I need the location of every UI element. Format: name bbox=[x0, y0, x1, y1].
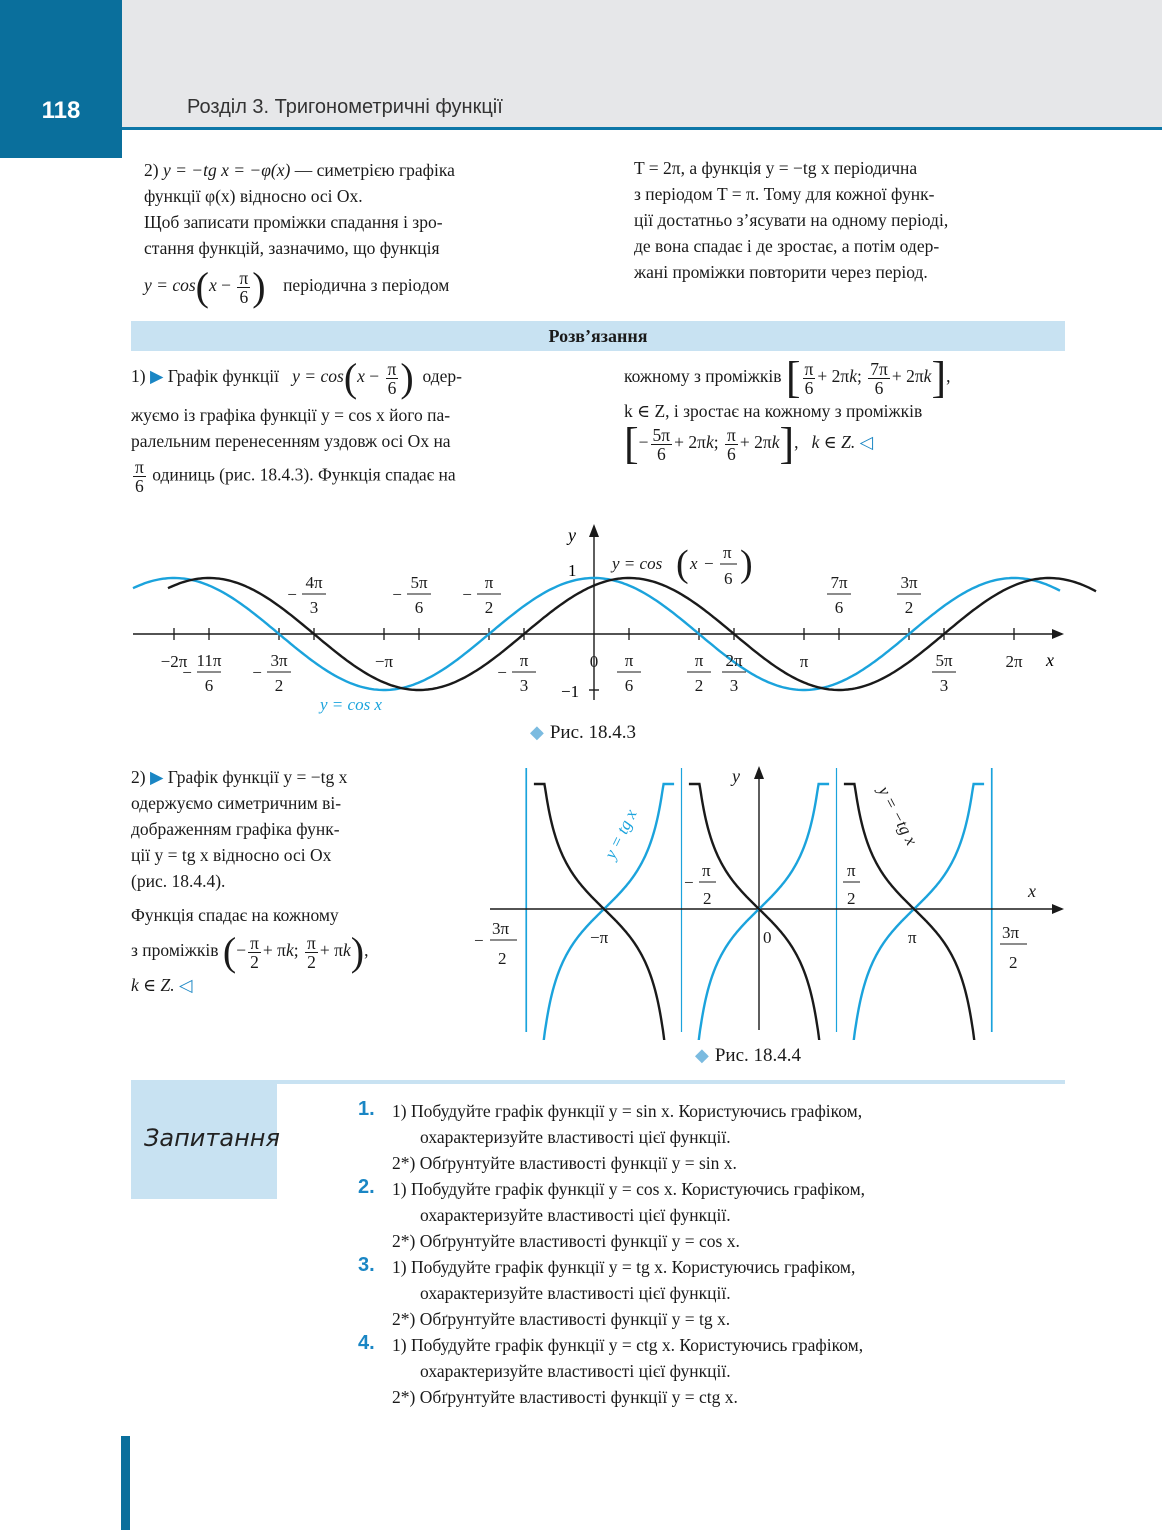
x-tick-label bbox=[590, 652, 599, 671]
svg-text:3: 3 bbox=[729, 676, 739, 695]
svg-text:3: 3 bbox=[309, 598, 319, 617]
svg-text:−: − bbox=[497, 663, 507, 682]
label-cos-shift bbox=[610, 543, 753, 588]
svg-text:−: − bbox=[462, 585, 472, 604]
svg-text:2: 2 bbox=[694, 676, 704, 695]
diamond-icon: ◆ bbox=[695, 1045, 709, 1065]
svg-text:π: π bbox=[702, 861, 711, 880]
svg-text:2: 2 bbox=[274, 676, 284, 695]
svg-text:−: − bbox=[704, 554, 714, 573]
svg-text:−π: −π bbox=[374, 652, 394, 671]
svg-text:3π: 3π bbox=[900, 573, 918, 592]
y-label-minus-1: −1 bbox=[561, 682, 580, 701]
svg-text:π: π bbox=[484, 573, 494, 592]
solution2-line-3: дображенням графіка функ- bbox=[131, 819, 340, 839]
svg-text:3: 3 bbox=[519, 676, 529, 695]
svg-text:−: − bbox=[252, 663, 262, 682]
question-line: 1) Побудуйте графік функції y = cos x. Користуючись графіком, bbox=[392, 1179, 866, 1199]
solution1-right-line-2: k ∈ Z, і зростає на кожному з проміжків bbox=[624, 401, 923, 421]
solution1-right-line-3: [− $\frac{5\pi}{6}$ + 2πk; $\frac{\pi}{6}$ + 2πk], k ∈ Z. ◁ bbox=[624, 419, 874, 468]
questions-title: Запитання bbox=[144, 1124, 280, 1152]
svg-text:2π: 2π bbox=[1005, 652, 1023, 671]
svg-text:π: π bbox=[723, 543, 732, 562]
diamond-icon: ◆ bbox=[530, 722, 544, 742]
svg-text:−: − bbox=[684, 873, 694, 892]
intro-line-5: y = cos(x − $\frac{\pi}{6}$ ) періодична з періодом bbox=[144, 264, 450, 309]
solution2-line-4: ції y = tg x відносно осі Ox bbox=[131, 845, 332, 865]
y-axis-arrow bbox=[589, 524, 599, 537]
svg-text:x: x bbox=[690, 554, 698, 573]
svg-text:11π: 11π bbox=[196, 651, 222, 670]
x-axis-arrow bbox=[1052, 629, 1064, 639]
svg-text:2: 2 bbox=[498, 949, 507, 968]
text: k ∈ Z. bbox=[131, 975, 175, 995]
x-tick-label bbox=[392, 573, 431, 617]
intro-line-2: функції φ(x) відносно осі Ox. bbox=[144, 186, 363, 206]
svg-text:2: 2 bbox=[1009, 953, 1018, 972]
x-tick-label bbox=[287, 573, 326, 617]
intro-right-line-4: де вона спадає і де зростає, а потім одер- bbox=[634, 236, 940, 256]
svg-text:5π: 5π bbox=[410, 573, 428, 592]
neg-tg-branch bbox=[844, 784, 984, 1040]
header-rule bbox=[122, 127, 1162, 130]
end-triangle-icon: ◁ bbox=[859, 432, 874, 453]
tick-zero: 0 bbox=[763, 928, 772, 947]
x-tick-label bbox=[497, 651, 536, 695]
question-line: 1) Побудуйте графік функції y = ctg x. Користуючись графіком, bbox=[392, 1335, 864, 1355]
text: з проміжків bbox=[131, 940, 219, 961]
svg-text:π: π bbox=[799, 652, 809, 671]
text: Графік функції y = −tg x bbox=[167, 767, 348, 787]
tg-branch bbox=[534, 784, 674, 1040]
x-tick-label bbox=[800, 652, 809, 671]
svg-text:2: 2 bbox=[703, 889, 712, 908]
label-cos: y = cos x bbox=[320, 695, 382, 714]
question-line: охарактеризуйте властивості цієї функції. bbox=[420, 1361, 731, 1381]
question-line: охарактеризуйте властивості цієї функції. bbox=[420, 1283, 731, 1303]
svg-text:(: ( bbox=[676, 543, 689, 585]
svg-text:2π: 2π bbox=[725, 651, 743, 670]
question-number: 4. bbox=[358, 1332, 375, 1354]
question-number: 3. bbox=[358, 1254, 375, 1276]
svg-text:6: 6 bbox=[724, 569, 733, 588]
fraction-pi-6: $\frac{\pi}{6}$ bbox=[135, 457, 144, 496]
figure2-labels bbox=[474, 766, 1036, 972]
y-axis-label: y bbox=[732, 766, 740, 786]
question-line: 2*) Обґрунтуйте властивості функції y = ctg x. bbox=[392, 1387, 738, 1407]
intro-line-1 bbox=[144, 157, 572, 183]
neg-tg-branch bbox=[534, 784, 674, 1040]
question-line: 2*) Обґрунтуйте властивості функції y = tg x. bbox=[392, 1309, 731, 1329]
fraction-pi-6: $\frac{\pi}{6}$ bbox=[239, 267, 249, 307]
text: одер- bbox=[422, 366, 462, 387]
tg-branch bbox=[844, 784, 984, 1040]
svg-text:−: − bbox=[287, 585, 297, 604]
question-line: 2*) Обґрунтуйте властивості функції y = sin x. bbox=[392, 1153, 737, 1173]
solution1-right-line-1: кожному з проміжків [ $\frac{\pi}{6}$ + 2πk; $\frac{7\pi}{6}$ + 2πk], bbox=[624, 353, 951, 402]
page-number: 118 bbox=[41, 97, 81, 124]
intro-right-line-5: жані проміжки повторити через період. bbox=[634, 262, 928, 282]
label-text: y = cos bbox=[612, 554, 663, 573]
solution1-line-4 bbox=[131, 458, 573, 495]
x-tick-label bbox=[932, 651, 956, 695]
svg-text:6: 6 bbox=[204, 676, 214, 695]
x-tick-label bbox=[1005, 652, 1023, 671]
x-axis-label: x bbox=[1046, 650, 1054, 670]
question-number: 2. bbox=[358, 1176, 375, 1198]
y-axis-arrow bbox=[754, 766, 764, 779]
formula: y = cos bbox=[292, 366, 344, 387]
svg-text:6: 6 bbox=[414, 598, 424, 617]
figure1-caption bbox=[530, 722, 636, 744]
x-tick-label bbox=[687, 651, 711, 695]
text: k ∈ Z. bbox=[811, 432, 856, 453]
solution1-line-3: ралельним перенесенням уздовж осі Ox на bbox=[131, 431, 451, 451]
solution2-line-2: одержуємо симетричним ві- bbox=[131, 793, 342, 813]
formula: y = cos bbox=[144, 275, 196, 296]
intro-right-column bbox=[634, 155, 1054, 285]
x-tick-label bbox=[722, 651, 746, 695]
svg-text:−: − bbox=[392, 585, 402, 604]
question-number: 1. bbox=[358, 1098, 375, 1120]
y-label-1: 1 bbox=[568, 561, 577, 580]
question-line: охарактеризуйте властивості цієї функції. bbox=[420, 1205, 731, 1225]
tick-minus-pi: −π bbox=[590, 928, 609, 947]
svg-text:6: 6 bbox=[834, 598, 844, 617]
page-number-tab bbox=[0, 0, 122, 158]
text: Графік функції bbox=[167, 366, 280, 387]
text: кожному з проміжків bbox=[624, 366, 782, 387]
bottom-accent-bar bbox=[121, 1436, 130, 1530]
header-band bbox=[0, 0, 1162, 128]
item-prefix: 2) bbox=[131, 767, 146, 787]
svg-text:−: − bbox=[182, 663, 192, 682]
intro-right-line-1: T = 2π, а функція y = −tg x періодична bbox=[634, 158, 918, 178]
svg-text:3: 3 bbox=[939, 676, 949, 695]
tick-pi: π bbox=[908, 928, 917, 947]
svg-text:): ) bbox=[740, 543, 753, 585]
intro-left-column bbox=[144, 157, 572, 307]
question-line: охарактеризуйте властивості цієї функції. bbox=[420, 1127, 731, 1147]
x-tick-label bbox=[182, 651, 222, 695]
figure2-caption bbox=[695, 1045, 801, 1067]
svg-text:π: π bbox=[624, 651, 634, 670]
svg-text:3π: 3π bbox=[1002, 923, 1020, 942]
formula: y = −tg x = −φ(x) bbox=[162, 160, 291, 180]
solution1-line-2: жуємо із графіка функції y = cos x його па- bbox=[131, 405, 451, 425]
caption-text: Рис. 18.4.4 bbox=[714, 1045, 802, 1066]
intro-line-3: Щоб записати проміжки спадання і зро- bbox=[144, 212, 443, 232]
intro-line-4: стання функцій, зазначимо, що функція bbox=[144, 238, 440, 258]
svg-text:5π: 5π bbox=[935, 651, 953, 670]
text: одиниць (рис. 18.4.3). Функція спадає на bbox=[152, 464, 456, 485]
x-tick-label bbox=[897, 573, 921, 617]
caption-text: Рис. 18.4.3 bbox=[549, 722, 637, 743]
text: періодична з періодом bbox=[283, 275, 450, 296]
fraction-pi-6: $\frac{\pi}{6}$ bbox=[387, 358, 397, 398]
figure-tg-graphs bbox=[0, 760, 1162, 1040]
svg-text:2: 2 bbox=[847, 889, 856, 908]
svg-text:2: 2 bbox=[484, 598, 494, 617]
svg-text:π: π bbox=[847, 861, 856, 880]
play-triangle-icon: ▶ bbox=[149, 366, 164, 387]
x-tick-label bbox=[827, 573, 851, 617]
x-axis-label: x bbox=[1028, 881, 1036, 901]
x-tick-label bbox=[462, 573, 501, 617]
end-triangle-icon: ◁ bbox=[178, 975, 193, 995]
svg-text:0: 0 bbox=[589, 652, 599, 671]
svg-text:6: 6 bbox=[624, 676, 634, 695]
svg-text:4π: 4π bbox=[305, 573, 323, 592]
svg-text:2: 2 bbox=[904, 598, 914, 617]
solution2-line-5: (рис. 18.4.4). bbox=[131, 871, 226, 891]
question-line: 1) Побудуйте графік функції y = sin x. Користуючись графіком, bbox=[392, 1101, 863, 1121]
svg-text:3π: 3π bbox=[270, 651, 288, 670]
intro-right-line-3: ції достатньо з’ясувати на одному періоді, bbox=[634, 210, 949, 230]
solution-banner: Розв’язання bbox=[131, 321, 1065, 351]
svg-text:7π: 7π bbox=[830, 573, 848, 592]
x-tick-label bbox=[375, 652, 394, 671]
question-line: 2*) Обґрунтуйте властивості функції y = cos x. bbox=[392, 1231, 740, 1251]
text: — симетрією графіка bbox=[294, 160, 455, 180]
solution2-line-7: з проміжків (− $\frac{\pi}{2}$ + πk; $\frac{\pi}{2}$ + πk), bbox=[131, 929, 369, 974]
y-axis-label: y bbox=[568, 525, 576, 545]
item-prefix: 1) bbox=[131, 366, 146, 387]
question-line: 1) Побудуйте графік функції y = tg x. Користуючись графіком, bbox=[392, 1257, 856, 1277]
label-tg: y = tg x bbox=[600, 806, 641, 862]
label-neg-tg: y = −tg x bbox=[874, 782, 922, 849]
solution1-line-1: 1) ▶ Графік функції y = cos(x − $\frac{\pi}{6}$ ) одер- bbox=[131, 355, 462, 400]
svg-text:−2π: −2π bbox=[160, 652, 188, 671]
solution2-line-6: Функція спадає на кожному bbox=[131, 905, 339, 925]
svg-text:π: π bbox=[694, 651, 704, 670]
x-tick-label bbox=[252, 651, 291, 695]
x-tick-label bbox=[617, 651, 641, 695]
svg-text:−: − bbox=[474, 931, 484, 950]
solution1-left bbox=[131, 355, 573, 496]
play-triangle-icon: ▶ bbox=[149, 767, 164, 787]
item-prefix: 2) bbox=[144, 160, 159, 180]
intro-right-line-2: з періодом T = π. Тому для кожної функ- bbox=[634, 184, 935, 204]
x-axis-arrow bbox=[1052, 904, 1064, 914]
solution1-right bbox=[624, 353, 1066, 468]
svg-text:3π: 3π bbox=[492, 919, 510, 938]
svg-text:π: π bbox=[519, 651, 529, 670]
chapter-title: Розділ 3. Тригонометричні функції bbox=[187, 96, 503, 118]
figure-cos-graphs bbox=[0, 520, 1162, 720]
